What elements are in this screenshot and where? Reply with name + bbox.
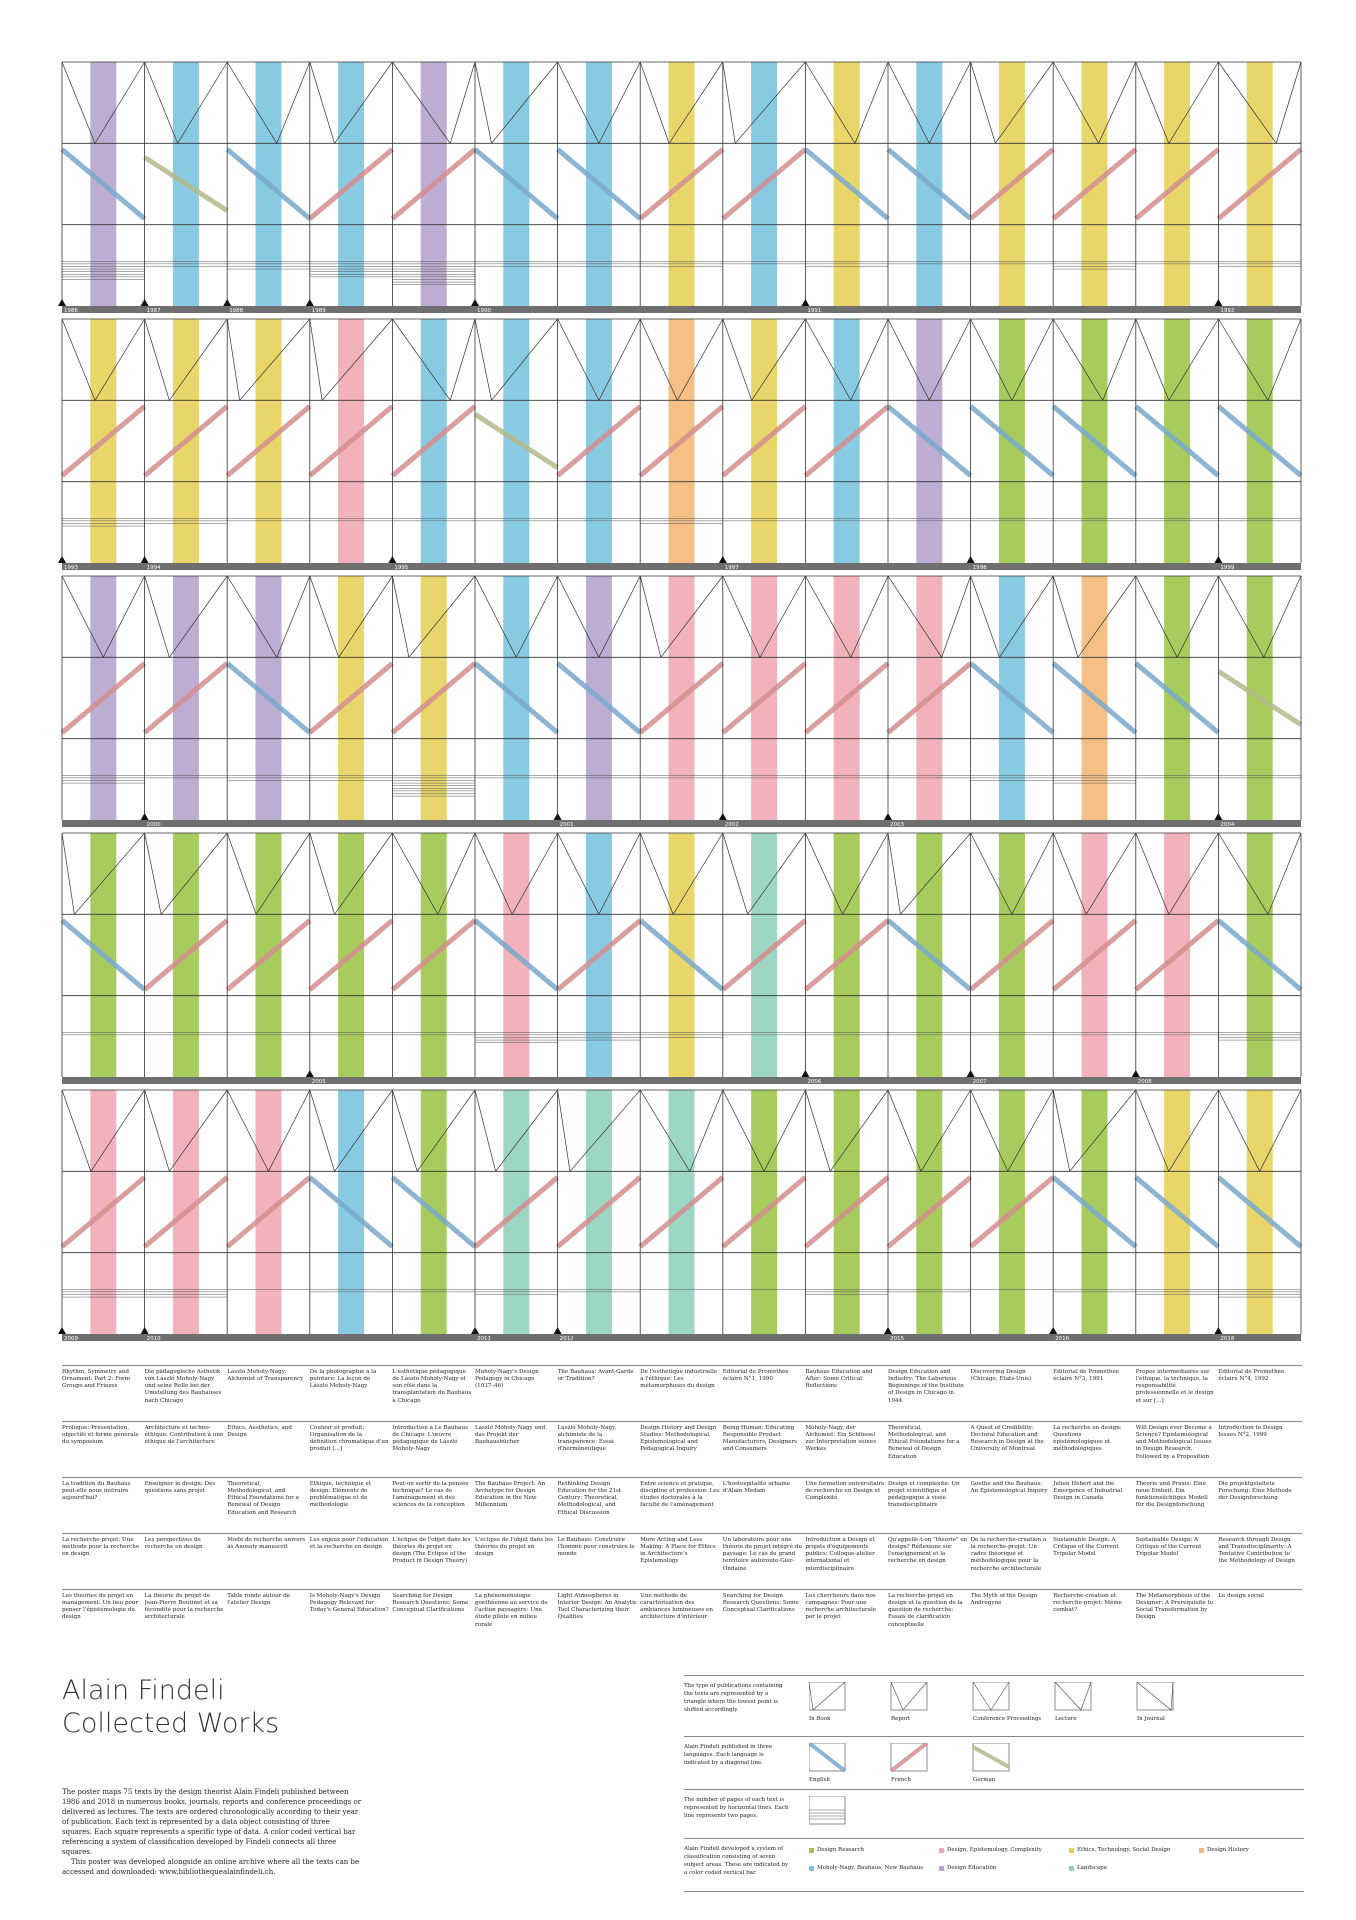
- legend-class-swatch: [1199, 1848, 1204, 1853]
- year-label: 1990: [477, 308, 491, 314]
- text-title: Moholy-Nagy's Design Pedagogy in Chicago (1937–46): [474, 1369, 539, 1390]
- legend-class-swatch: [809, 1848, 814, 1853]
- year-label: 2015: [890, 1336, 904, 1342]
- text-title: Les perspectives de recherche en design: [144, 1537, 203, 1551]
- legend-class-item: Landscape: [1077, 1865, 1107, 1871]
- legend-type-in-book: In Book: [809, 1716, 831, 1722]
- conference-triangle-icon: [973, 1682, 1009, 1710]
- text-title: Discovering Design (Chicago, Etats-Unis): [970, 1369, 1032, 1383]
- text-title: L'esthétique pédagogique de László Moholy-Nagy et son rôle dans la transplantation du Bauhaus à Chicago: [392, 1369, 472, 1404]
- legend-class-swatch: [1069, 1866, 1074, 1871]
- report-triangle-icon: [891, 1682, 927, 1710]
- year-marker: [141, 299, 149, 306]
- titles-row: [62, 1477, 1302, 1533]
- legend-classification: [684, 1838, 1304, 1892]
- text-title: László Moholy-Nagy: Alchemist of Transparency: [227, 1369, 304, 1383]
- text-title: Peut-on sortir de la pensée technique? Le cas de l'aménagement et des sciences de la conception: [392, 1481, 469, 1509]
- text-title: Die projektgeleitete Forschung: Eine Methode der Designforschung: [1218, 1481, 1292, 1502]
- legend-class-item: Design Education: [947, 1865, 996, 1871]
- year-marker: [223, 299, 231, 306]
- text-title: The Bauhaus: Avant-Garde or Tradition?: [557, 1369, 634, 1383]
- text-title: Bauhaus Education and After: Some Critical Reflections: [805, 1369, 873, 1390]
- text-title: Theoretical, Methodological, and Ethical Foundations for a Renewal of Design Education: [887, 1425, 960, 1460]
- lecture-triangle-icon: [1055, 1682, 1091, 1710]
- legend-lang-french: French: [891, 1777, 911, 1783]
- text-title: La recherche en design: Questions épistémologiques et méthodologiques: [1053, 1425, 1122, 1453]
- legend-classification-label: Alain Findeli developed a system of classification consisting of seven subject areas. These are indicated by a color coded vertical bar.: [684, 1846, 789, 1876]
- text-title: Prologue: Présentation, objectifs et forme générale du symposium: [62, 1425, 139, 1446]
- year-label: 2001: [559, 822, 574, 828]
- text-title: Die pädagogische Ästhetik von László Moholy-Nagy und seine Rolle bei der Umstellung des Bauhauses nach Chicago: [144, 1369, 222, 1404]
- year-label: 1995: [394, 565, 409, 571]
- year-label: 1998: [972, 565, 987, 571]
- year-marker: [306, 299, 314, 306]
- legend-class-swatch: [939, 1848, 944, 1853]
- legend-type-report: Report: [891, 1716, 911, 1722]
- text-title: László Moholy-Nagy, alchimiste de la transparence: Essai d'herméneutique: [557, 1425, 617, 1453]
- year-marker: [1049, 1327, 1057, 1334]
- titles-row: [62, 1589, 1302, 1645]
- text-title: La recherche-projet: Une méthode pour la recherche en design: [62, 1537, 140, 1558]
- text-title: The Bauhaus Project: An Archetype for Design Education in the New Millennium: [474, 1481, 546, 1509]
- text-title: La phénoménologie goethéenne au service de l'action paysagère: Une étude pilote en milieu rurale: [474, 1593, 548, 1628]
- year-label: 1994: [146, 565, 161, 571]
- text-title: Editorial de Prométhée éclairé N°4, 1992: [1218, 1369, 1285, 1383]
- text-title: More Acting and Less Making: A Place for Ethics in Architecture's Epistemology: [640, 1537, 716, 1565]
- german-line-icon: [973, 1743, 1009, 1771]
- legend-lang-german: German: [973, 1777, 996, 1783]
- poster-description: [62, 1787, 362, 1877]
- year-marker: [1214, 299, 1222, 306]
- year-marker: [1214, 556, 1222, 563]
- text-title: Design et complexité: Un projet scientifique et pédagogique à visée transdisciplinaire: [887, 1481, 960, 1509]
- year-label: 1993: [64, 565, 78, 571]
- year-label: 1992: [1220, 308, 1235, 314]
- text-title: Une méthode de caractérisation des ambiances lumineuses en architecture d'intérieur: [640, 1593, 713, 1621]
- year-marker: [471, 1327, 479, 1334]
- year-marker: [719, 813, 727, 820]
- year-marker: [967, 556, 975, 563]
- text-title: Introduction à Design et projets d'équipements publics: Colloque-atelier international et interdisciplinaire: [805, 1537, 875, 1572]
- year-marker: [306, 1070, 314, 1077]
- year-label: 2016: [1055, 1336, 1070, 1342]
- year-label: 2012: [559, 1336, 574, 1342]
- page-lines-icon: [809, 1796, 849, 1826]
- text-title: Design History and Design Studies: Methodological, Epistemological and Pedagogical Inquiry: [640, 1425, 717, 1453]
- legend-pages: [684, 1789, 1304, 1838]
- text-title: Sustainable Design: A Critique of the Current Tripolar Model: [1135, 1537, 1202, 1558]
- legend-type-lecture: Lecture: [1055, 1716, 1077, 1722]
- year-label: 2002: [724, 822, 739, 828]
- text-title: De la recherche-création à la recherche-projet: Un cadre théorique et méthodologique pour la recherche architecturale: [970, 1537, 1047, 1572]
- legend-class-item: Design History: [1207, 1847, 1249, 1853]
- year-label: 2007: [972, 1079, 987, 1085]
- text-title: Theoretical, Methodological, and Ethical Foundations for a Renewal of Design Education and Research: [227, 1481, 299, 1516]
- legend-class-item: Moholy-Nagy, Bauhaus, New Bauhaus: [817, 1865, 923, 1871]
- text-title: Goethe and the Bauhaus: An Epistemological Inquiry: [970, 1481, 1048, 1495]
- text-title: Design Education and Industry: The Laborious Beginnings of the Institute of Design in Chicago in 1944: [887, 1369, 964, 1404]
- text-title: Recherche-création et recherche-projet: Même combat?: [1053, 1593, 1122, 1614]
- legend-types: [684, 1675, 1304, 1736]
- text-title: Sustainable Design: A Critique of the Current Tripolar Model: [1053, 1537, 1119, 1558]
- text-title: Le Bauhaus: Construire l'homme pour construire le monde: [557, 1537, 635, 1558]
- in-journal-triangle-icon: [1137, 1682, 1173, 1710]
- text-title: De la photographie à la peinture: La leçon de László Moholy-Nagy: [309, 1369, 377, 1390]
- text-title: Moholy-Nagy, der Alchemist: Ein Schlüssel zur Interpretation seines Werkes: [805, 1425, 877, 1453]
- text-title: Searching for Design Research Questions: Some Conceptual Clarifications: [392, 1593, 469, 1614]
- year-label: 1988: [229, 308, 244, 314]
- legend-class-item: Design, Epistemology, Complexity: [947, 1847, 1042, 1853]
- timeline-bar: [62, 563, 1301, 570]
- year-marker: [471, 299, 479, 306]
- legend-type-in-journal: In Journal: [1137, 1716, 1165, 1722]
- text-title: Light Atmospheres in Interior Design: An Analytic Tool Characterizing their Qualities: [557, 1593, 638, 1621]
- year-label: 2004: [1220, 822, 1235, 828]
- titles-row: [62, 1365, 1302, 1421]
- text-title: Will Design ever Become a Science? Epistemological and Methodological Issues in Design Research, Followed by a Proposition: [1135, 1425, 1212, 1460]
- text-title: L'hostospitalité urbaine d'Alain Medam: [722, 1481, 791, 1495]
- legend-languages: [684, 1736, 1304, 1789]
- year-label: 2009: [64, 1336, 78, 1342]
- text-title: Les chercheurs dans nos campagnes: Pour une recherche architecturale par le projet: [805, 1593, 877, 1621]
- text-title: Research through Design and Transdisciplinarity: A Tentative Contribution to the Methodology of Design: [1218, 1537, 1295, 1565]
- text-title: Enseigner le design: Des questions sans projet: [144, 1481, 216, 1495]
- year-marker: [554, 1327, 562, 1334]
- text-title: László Moholy-Nagy und das Projekt der Bauhausbücher: [474, 1425, 546, 1446]
- year-marker: [801, 1070, 809, 1077]
- text-title: Le design social: [1218, 1593, 1264, 1599]
- legend-language-icons: [809, 1743, 1029, 1773]
- legend-type-conference: Conference Proceedings: [973, 1716, 1042, 1722]
- year-marker: [388, 556, 396, 563]
- text-title: Les enjeux pour l'éducation et la recherche en design: [309, 1537, 389, 1551]
- text-titles-table: [62, 1365, 1302, 1645]
- year-marker: [141, 556, 149, 563]
- year-marker: [801, 299, 809, 306]
- in-book-triangle-icon: [809, 1682, 845, 1710]
- legend-class-swatch: [809, 1866, 814, 1871]
- text-title: Mode de recherche univers as Anosoly manuscrit: [227, 1537, 306, 1551]
- year-marker: [1132, 1070, 1140, 1077]
- text-title: A Quest of Credibility: Doctoral Education and Research in Design at the University of Montreal: [970, 1425, 1044, 1453]
- text-title: La recherche-projet en design et la question de la question de recherche: Essais de clarification conceptuelle: [887, 1593, 963, 1628]
- text-title: Un laboratoire pour une théorie du projet intégré du paysage: Le cas du grand territoire autoroute-Gier-Ondaine: [722, 1537, 802, 1572]
- year-marker: [58, 299, 66, 306]
- year-label: 2011: [477, 1336, 491, 1342]
- legend-languages-label: Alain Findeli published in three languages. Each language is indicated by a diagonal line.: [684, 1744, 773, 1766]
- text-title: L'éclipse de l'objet dans les théories du projet en design (The Eclipse of the Product in Design Theory): [392, 1537, 471, 1565]
- year-marker: [884, 813, 892, 820]
- legend: [684, 1675, 1304, 1892]
- timeline-bar: [62, 1077, 1301, 1084]
- titles-row: [62, 1533, 1302, 1589]
- text-title: Les théories du projet en management: Un lieu pour penser l'épistémologie du design: [62, 1593, 139, 1621]
- year-marker: [1214, 1327, 1222, 1334]
- year-label: 1987: [146, 308, 161, 314]
- text-title: Entre science et pratique, discipline et profession: Les études doctorales à la faculté de l'aménagement: [640, 1481, 720, 1509]
- timeline-bar: [62, 820, 1301, 827]
- titles-row: [62, 1421, 1302, 1477]
- legend-class-item: Design Research: [817, 1847, 864, 1853]
- text-title: Rhythm, Symmetry and Ornament: Part 2: Form Groups and Friezes: [62, 1369, 131, 1390]
- text-title: La théorie du projet de Jean-Pierre Boutinet et sa fécondité pour la recherche architecturale: [144, 1593, 224, 1621]
- legend-lang-english: English: [809, 1777, 830, 1783]
- text-title: Architecture et techno-éthique: Contribution à une éthique de l'architecture: [144, 1425, 224, 1446]
- timeline-bar: [62, 306, 1301, 313]
- year-marker: [884, 1327, 892, 1334]
- legend-class-swatch: [1069, 1848, 1074, 1853]
- legend-class-swatch: [939, 1866, 944, 1871]
- text-title: Ethique, technique et design: Eléments de problématique et de méthodologie: [309, 1481, 372, 1509]
- year-label: 2010: [146, 1336, 161, 1342]
- text-title: Searching for Design Research Questions: Some Conceptual Clarifications: [722, 1593, 799, 1614]
- text-title: The Myth of the Design Androgyne: [970, 1593, 1038, 1607]
- archive-note: This poster was developed alongside an online archive where all the texts can be accessed and downloaded: www.bibliothequealainfindeli.ch.: [62, 1858, 360, 1876]
- text-title: Is Moholy-Nagy's Design Pedagogy Relevant for Today's General Education?: [309, 1593, 389, 1614]
- year-label: 2005: [311, 1079, 326, 1085]
- year-label: 2008: [1137, 1079, 1152, 1085]
- poster-title-line1: Alain Findeli: [62, 1675, 225, 1706]
- text-title: Julien Hébert and the Emergence of Industrial Design in Canada: [1053, 1481, 1123, 1502]
- text-title: The Metamorphosis of the Designer: A Prerequisite to Social Transformation by Design: [1135, 1593, 1214, 1621]
- year-marker: [58, 1327, 66, 1334]
- text-title: Couleur et produit: Organisation de la définition chromatique d'un produit [...]: [309, 1425, 389, 1453]
- year-label: 2018: [1220, 1336, 1235, 1342]
- text-title: Ethics, Aesthetics, and Design: [227, 1425, 292, 1439]
- text-title: Editorial de Prométhée éclairé N°1, 1990: [722, 1369, 789, 1383]
- description-text: The poster maps 75 texts by the design theorist Alain Findeli published between 1986 and 2018 in numerous books, journals, reports and conference proceedings or delivered as lectures. The texts are ordered chronologically according to their year of publication. Each text is represented by a data object consisting of three squares. Each square represents a specific type of data. A color coded vertical bar referencing a system of classification developed by Findeli connects all three squares.: [62, 1788, 362, 1856]
- english-line-icon: [809, 1743, 845, 1771]
- text-title: Introduction à Le Bauhaus de Chicago: L'œuvre pédagogique de László Moholy-Nagy: [392, 1425, 468, 1453]
- year-marker: [967, 1070, 975, 1077]
- timeline-bar: [62, 1334, 1301, 1341]
- year-label: 1999: [1220, 565, 1235, 571]
- year-marker: [554, 813, 562, 820]
- year-marker: [141, 813, 149, 820]
- french-line-icon: [891, 1743, 927, 1771]
- text-title: Introduction to Design Issues N°2, 1999: [1218, 1425, 1283, 1439]
- poster-title: [62, 1674, 279, 1740]
- year-label: 2000: [146, 822, 161, 828]
- year-label: 1991: [807, 308, 822, 314]
- year-label: 1997: [724, 565, 739, 571]
- year-label: 1986: [64, 308, 78, 314]
- text-title: Editorial de Prométhée éclairé N°3, 1991: [1053, 1369, 1120, 1383]
- text-title: Qu'appelle-t-on "théorie" en design? Réflexions sur l'enseignement et la recherche en design: [887, 1537, 968, 1565]
- text-title: De l'esthétique industrielle à l'éthique: Les métamorphoses du design: [640, 1369, 718, 1390]
- text-title: Une formation universitaire de recherche en Design et Complexité: [805, 1481, 885, 1502]
- year-marker: [58, 556, 66, 563]
- legend-types-label: The type of publications containing the texts are represented by a triangle where the lowest point is shifted accordingly.: [684, 1683, 783, 1713]
- poster-title-line2: Collected Works: [62, 1708, 280, 1739]
- text-title: Théorie und Praxis: Eine neue Einheit. Ein funktionsüchtiges Modell für die Designforschung: [1135, 1481, 1208, 1509]
- year-label: 2003: [890, 822, 904, 828]
- text-title: Being Human: Educating Responsible Product Manufacturers, Designers and Consumers: [722, 1425, 797, 1453]
- year-marker: [719, 556, 727, 563]
- year-marker: [141, 1327, 149, 1334]
- year-label: 2006: [807, 1079, 822, 1085]
- legend-triangle-icons: [809, 1682, 1189, 1712]
- text-title: La tradition du Bauhaus peut-elle nous instruire aujourd'hui?: [62, 1481, 131, 1502]
- legend-pages-label: The number of pages of each text is represented by horizontal lines. Each line represents two pages.: [684, 1797, 789, 1819]
- text-title: Rethinking Design Education for the 21st Century: Theoretical, Methodological, and Ethical Discussion: [557, 1481, 622, 1516]
- year-marker: [1214, 813, 1222, 820]
- legend-class-item: Ethics, Technology, Social Design: [1077, 1847, 1170, 1853]
- year-label: 1989: [311, 308, 326, 314]
- text-title: Propos intermédiaires sur l'éthique, la technique, la responsabilité professionnelle et le design et sur [...]: [1135, 1369, 1214, 1404]
- text-title: Table ronde autour de l'atelier Design: [227, 1593, 291, 1607]
- text-title: L'éclipse de l'objet dans les théories du projet en design: [474, 1537, 553, 1558]
